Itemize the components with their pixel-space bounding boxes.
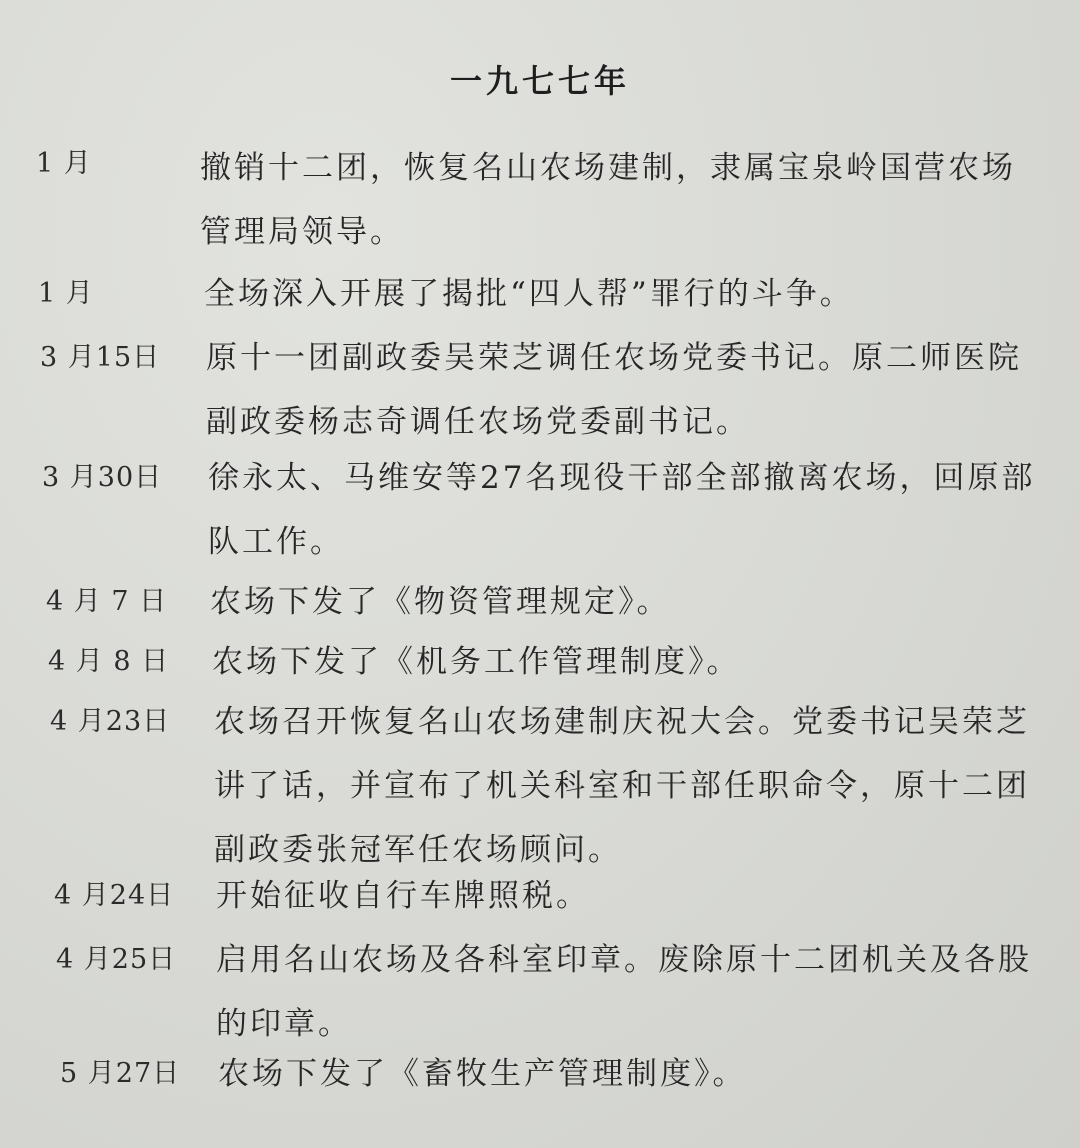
entry-text [212,630,741,694]
entry-text [206,326,1022,454]
entry-line: 农场召开恢复名山农场建制庆祝大会。党委书记吴荣芝 [214,704,1030,740]
entry-date: 4 月23日 [50,706,171,737]
year-heading: 一九七七年 [449,62,630,100]
entry-line: 原十一团副政委吴荣芝调任农场党委书记。原二师医院 [206,340,1022,376]
entry-text [216,928,1032,1056]
entry-date: 1 月 [38,278,94,309]
entry-text [218,1042,747,1106]
entry-date: 4 月 7 日 [46,586,168,617]
entry-line: 启用名山农场及各科室印章。废除原十二团机关及各股 [216,942,1032,978]
entry-line: 管理局领导。 [200,214,404,250]
entry-line: 队工作。 [208,524,344,560]
entry-line: 的印章。 [216,1006,352,1042]
entry-date: 5 月27日 [60,1058,181,1089]
entry-date: 4 月25日 [56,944,177,975]
entry-line: 讲了话，并宣布了机关科室和干部任职命令，原十二团 [214,768,1030,804]
entry-text [216,864,590,928]
entry-text [200,136,1016,264]
entry-line: 农场下发了《物资管理规定》。 [210,584,671,620]
entry-line: 开始征收自行车牌照税。 [216,878,590,914]
entry-text [214,690,1030,882]
entry-text [210,570,671,634]
entry-line: 农场下发了《机务工作管理制度》。 [212,644,741,680]
entry-line: 徐永太、马维安等27名现役干部全部撤离农场，回原部 [208,460,1036,496]
entry-text [204,262,854,326]
entry-line: 全场深入开展了揭批“四人帮”罪行的斗争。 [204,276,854,312]
entry-line: 副政委杨志奇调任农场党委副书记。 [206,404,750,440]
entry-date: 4 月24日 [54,880,175,911]
entry-date: 4 月 8 日 [48,646,170,677]
entry-date: 3 月15日 [40,342,161,373]
entry-line: 撤销十二团，恢复名山农场建制，隶属宝泉岭国营农场 [200,150,1016,186]
entry-line: 农场下发了《畜牧生产管理制度》。 [218,1056,747,1092]
entry-text [208,446,1035,574]
entry-date: 1 月 [36,148,92,179]
entry-line: 副政委张冠军任农场顾问。 [214,832,622,868]
entry-date: 3 月30日 [42,462,163,493]
